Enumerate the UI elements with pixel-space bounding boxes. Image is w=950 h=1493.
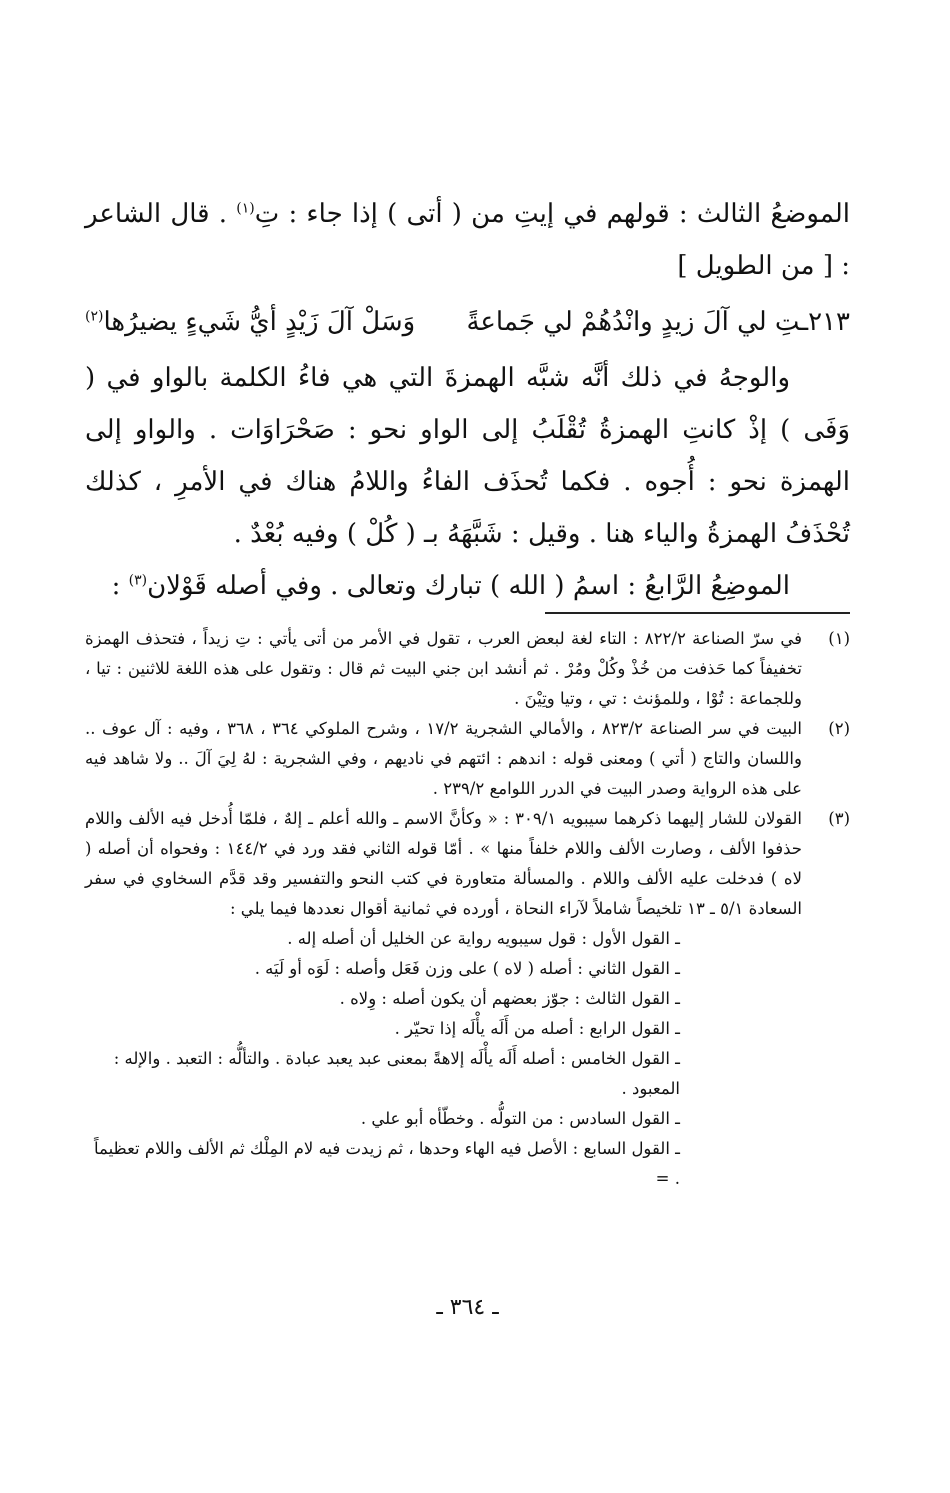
saying-item: ـ القول السابع : الأصل فيه الهاء وحدها ، ثم زيدت فيه لام المِلْك ثم الألف واللام تعظيماً . = (94, 1139, 680, 1188)
saying-item: ـ القول السادس : من التولُّه . وخطّأه أبو علي . (360, 1109, 680, 1128)
footnote-text: في سرّ الصناعة ٨٢٢/٢ : التاء لغة لبعض العرب ، تقول في الأمر من أتى يأتي : تِ زيداً ، فتحذف الهمزة تخفيفاً كما حَذفت من خُذْ وكُلْ ومُرْ . ثم أنشد ابن جني البيت ثم قال : وتقول على هذه اللغة للاثنين : تيا ، وللجماعة : تُوْا ، وللمؤنث : تي ، وتيا وتِيْنَ . (85, 629, 802, 708)
saying-item: ـ القول الخامس : أصله أَلَه يأْلَه إلاهةً بمعنى عبد يعبد عبادة . والتألُّه : التعبد . والإله : المعبود . (113, 1049, 680, 1098)
footnote-number: (١) (828, 629, 850, 648)
footnote-separator (545, 612, 850, 614)
footnotes (85, 624, 850, 1194)
saying-item: ـ القول الثالث : جوّز بعضهم أن يكون أصله : وِلاه . (339, 989, 680, 1008)
saying-item: ـ القول الثاني : أصله ( لاه ) على وزن فَعَل وأصله : لَوَه أو لَيَه . (254, 959, 680, 978)
footnote-number: (٢) (828, 719, 850, 738)
footnote-item (85, 804, 850, 924)
paragraph-fourth-position (85, 560, 850, 612)
poetry-verse (85, 296, 850, 348)
footnote-text: البيت في سر الصناعة ٨٢٣/٢ ، والأمالي الشجرية ١٧/٢ ، وشرح الملوكي ٣٦٤ ، ٣٦٨ ، وفيه : آل عوف .. واللسان والتاج ( أتي ) ومعنى قوله : اندهم : ائتهم في ناديهم ، وفي الشجرية : لهُ لِيَ آلَ .. ولا شاهد فيه على هذه الرواية وصدر البيت في الدرر اللوامع ٢٣٩/٢ . (85, 719, 802, 798)
footnote-number: (٣) (828, 809, 850, 828)
page-number: ـ ٣٦٤ ـ (436, 1295, 499, 1320)
main-text (85, 188, 850, 612)
paragraph-text: الموضعُ الثالث : قولهم في إيتِ من ( أتى ) إذا جاء : تِ (254, 199, 850, 229)
verse-text: وَسَلْ آلَ زَيْدٍ أيُّ شَيءٍ يضيرُها (103, 307, 416, 337)
footnote-item (85, 624, 850, 714)
paragraph-text: : (111, 571, 129, 601)
footnote-text: القولان للشار إليهما ذكرهما سيبويه ٣٠٩/١ : « وكأنَّ الاسم ـ والله أعلم ـ إلهٌ ، فلمّا أُدخل فيه الألف واللام حذفوا الألف ، وصارت الألف واللام خلفاً منها » . أمّا قوله الثاني فقد ورد في ١٤٤/٢ : وفحواه أن أصله ( لاه ) فدخلت عليه الألف واللام . والمسألة متعاورة في كتب النحو والتفسير وقد قدَّم السخاوي في سفر السعادة ٥/١ ـ ١٣ تلخيصاً شاملاً لآراء النحاة ، أورده في ثمانية أقوال نعددها فيما يلي : (85, 809, 802, 918)
saying-item: ـ القول الأول : قول سيبويه رواية عن الخليل أن أصله إله . (287, 929, 680, 948)
paragraph-third-position (85, 188, 850, 292)
verse-text: تِ لي آلَ زيدٍ وانْدُهُمْ لي جَماعةً (466, 307, 801, 337)
footnote-ref[interactable]: (٢) (85, 308, 104, 325)
paragraph-explanation: والوجهُ في ذلك أنَّه شبَّه الهمزةَ التي هي فاءُ الكلمة بالواو في ( وَفَى ) إذْ كانتِ الهمزةُ تُقْلَبُ إلى الواو نحو : صَحْرَاوَات . والواو إلى الهمزة نحو : أُجوه . فكما تُحذَف الفاءُ واللامُ هناك في الأمرِ ، كذلك تُحْذَفُ الهمزةُ والياء هنا . وقيل : شَبَّهَهُ بـ ( كُلْ ) وفيه بُعْدٌ . (85, 363, 850, 549)
footnote-ref[interactable]: (١) (236, 200, 255, 217)
verse-number: ٢١٣ـ (800, 307, 850, 337)
verse-first-hemistich (466, 296, 850, 348)
verse-second-hemistich (85, 296, 415, 348)
paragraph-text: الموضِعُ الرَّابعُ : اسمُ ( الله ) تبارك وتعالى . وفي أصله قَوْلان (147, 571, 790, 601)
footnote-item (85, 714, 850, 804)
saying-item: ـ القول الرابع : أصله من أَلَه يأْلَه إذا تحيّر . (394, 1019, 680, 1038)
footnote-ref[interactable]: (٣) (128, 572, 148, 589)
paragraph-text: . قال الشاعر : [ من الطويل ] (85, 199, 850, 281)
